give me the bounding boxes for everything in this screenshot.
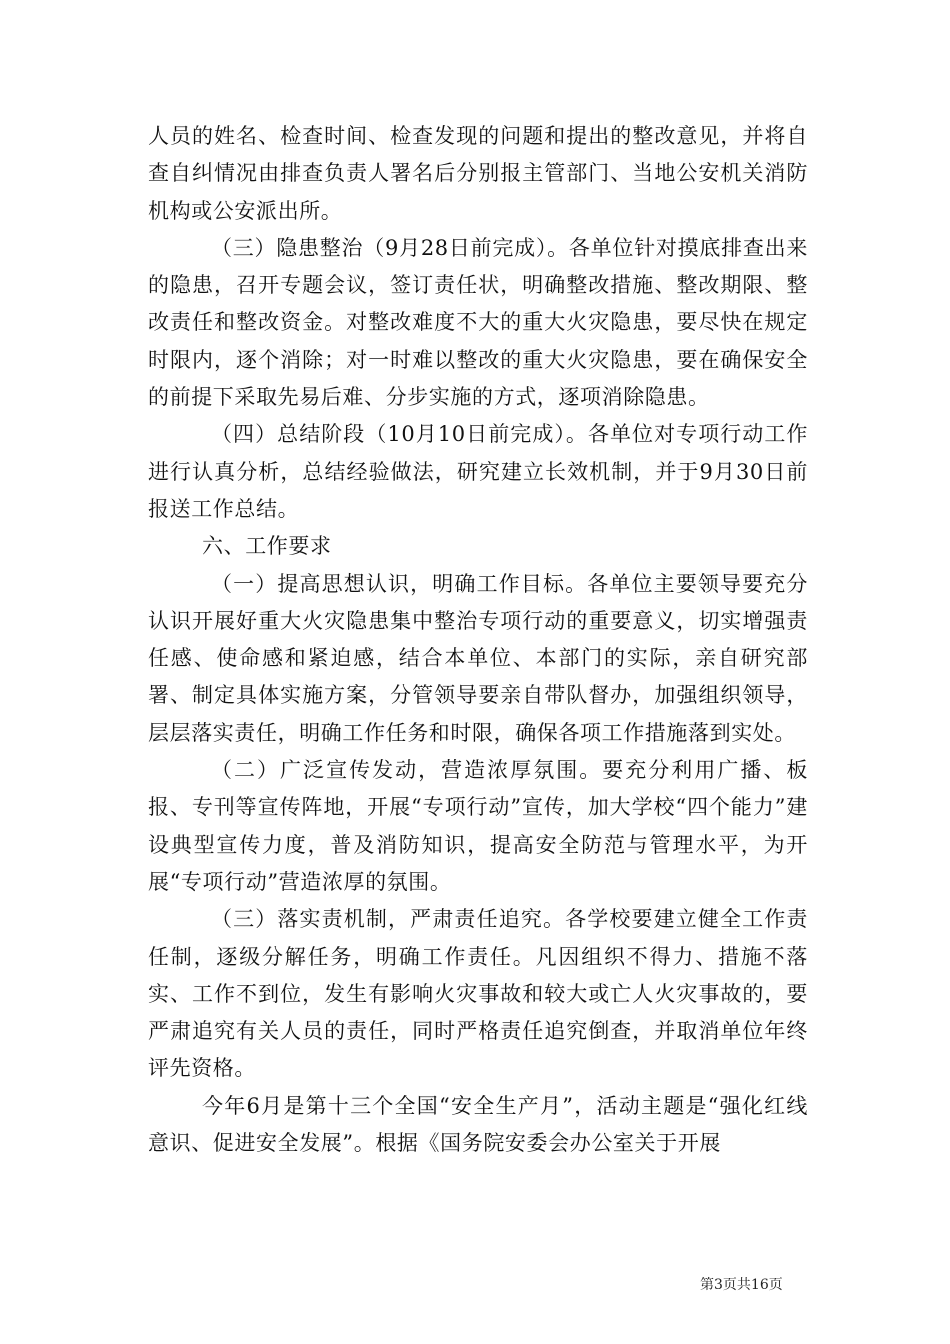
paragraph-hazard-rectification: （三）隐患整治（9月28日前完成）。各单位针对摸底排查出来的隐患，召开专题会议，签订责任状，明确整改措施、整改期限、整改责任和整改资金。对整改难度不大的重大火灾隐患，要尽快在规定时限内，逐个消除；对一时难以整改的重大火灾隐患，要在确保安全的前提下采取先易后难、分步实施的方式，逐项消除隐患。 — [148, 235, 808, 410]
document-body — [148, 118, 808, 1162]
paragraph-summary-stage: （四）总结阶段（10月10日前完成）。各单位对专项行动工作进行认真分析，总结经验做法，研究建立长效机制，并于9月30日前报送工作总结。 — [148, 422, 808, 521]
paragraph-accountability: （三）落实责机制，严肃责任追究。各学校要建立健全工作责任制，逐级分解任务，明确工作责任。凡因组织不得力、措施不落实、工作不到位，发生有影响火灾事故和较大或亡人火灾事故的，要严肃追究有关人员的责任，同时严格责任追究倒查，并取消单位年终评先资格。 — [148, 907, 808, 1081]
page-number: 第3页共16页 — [700, 1277, 783, 1293]
paragraph-safety-month: 今年6月是第十三个全国“安全生产月”，活动主题是“强化红线意识、促进安全发展”。根据《国务院安委会办公室关于开展 — [148, 1093, 808, 1156]
paragraph-raise-awareness: （一）提高思想认识，明确工作目标。各单位主要领导要充分认识开展好重大火灾隐患集中整治专项行动的重要意义，切实增强责任感、使命感和紧迫感，结合本单位、本部门的实际，亲自研究部署、制定具体实施方案，分管领导要亲自带队督办，加强组织领导，层层落实责任，明确工作任务和时限，确保各项工作措施落到实处。 — [148, 571, 808, 745]
paragraph-continuation: 人员的姓名、检查时间、检查发现的问题和提出的整改意见，并将自查自纠情况由排查负责人署名后分别报主管部门、当地公安机关消防机构或公安派出所。 — [148, 124, 808, 223]
paragraph-publicity: （二）广泛宣传发动，营造浓厚氛围。要充分利用广播、板报、专刊等宣传阵地，开展“专项行动”宣传，加大学校“四个能力”建设典型宣传力度，普及消防知识，提高安全防范与管理水平，为开展“专项行动”营造浓厚的氛围。 — [148, 758, 808, 894]
section-heading-work-requirements: 六、工作要求 — [202, 534, 332, 559]
